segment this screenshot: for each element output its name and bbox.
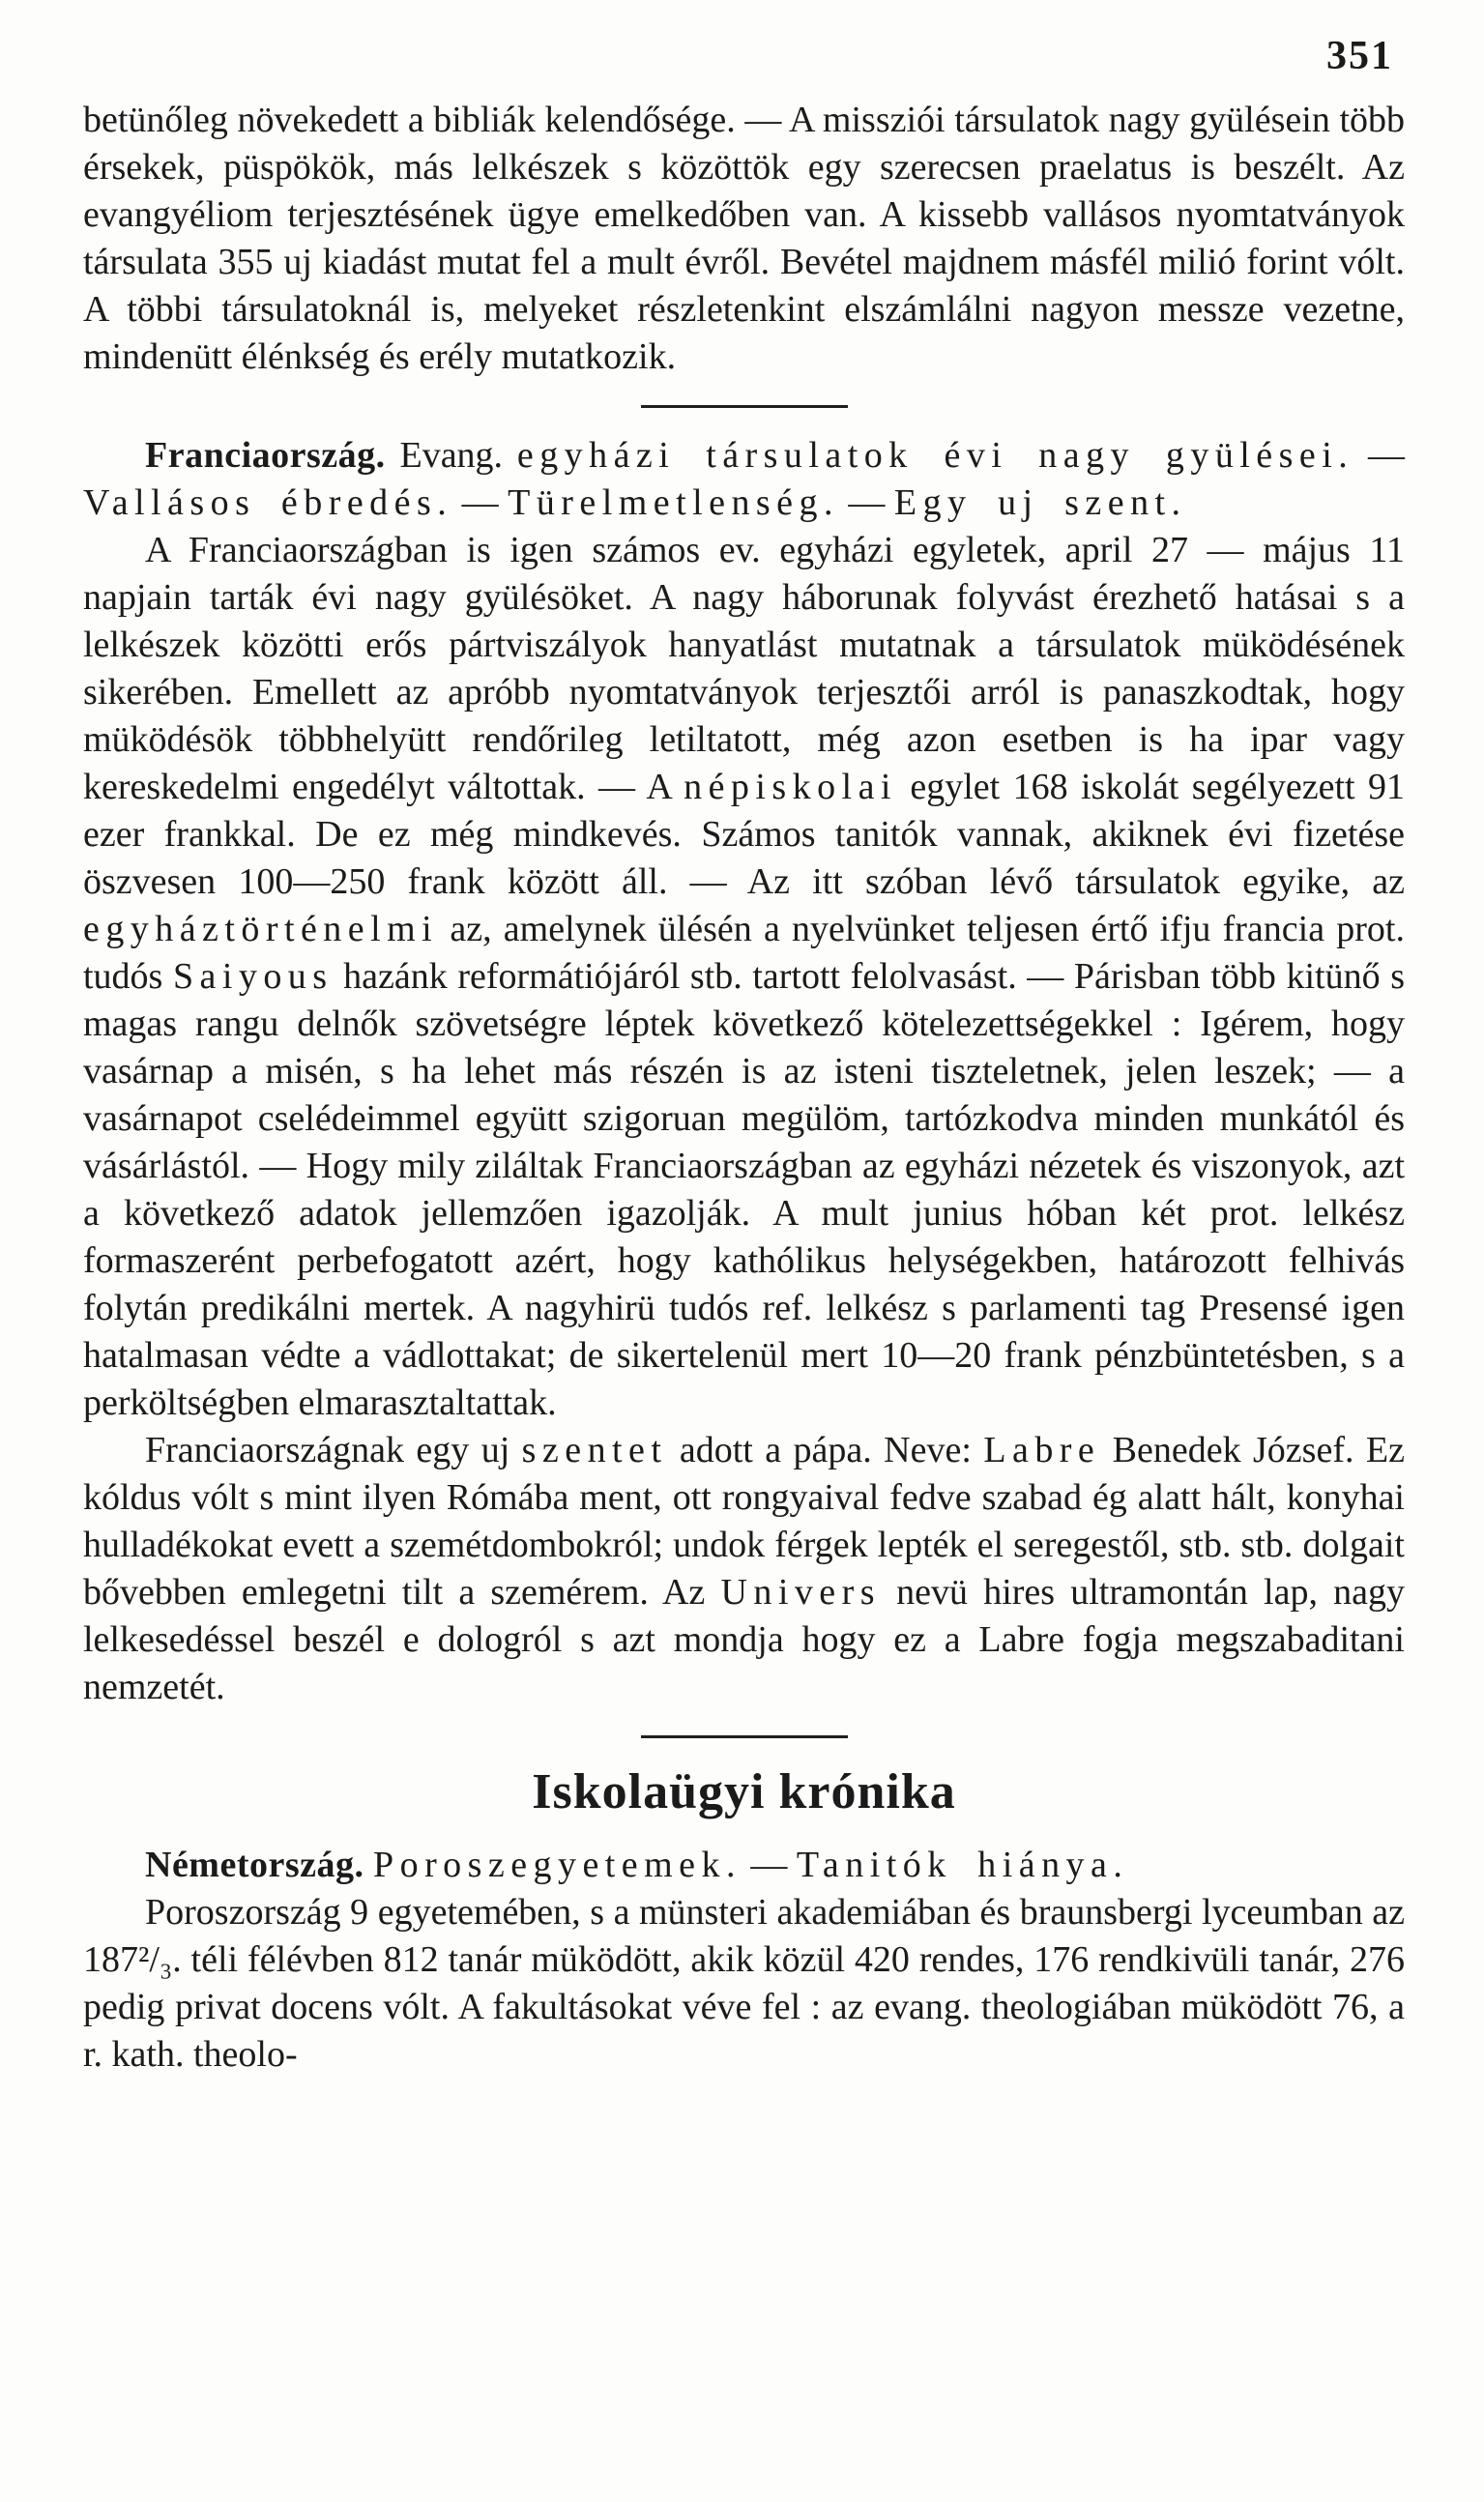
france-body-paragraph (83, 527, 1405, 1427)
text-segment: Evang. (385, 435, 517, 476)
text-segment: Vallásos ébredés. (83, 482, 453, 523)
text-segment: hazánk reformátiójáról stb. tartott felolvasást. — Párisban több kitünő s magas rangu delnők szövetségre léptek következő kötelezettségekkel : Igérem, hogy vasárnap a misén, s ha lehet más részén is az isteni tiszteletnek, jelen leszek; — a vasárnapot cselédeimmel együtt szigoruan megülöm, tartózkodva minden munkától és vásárlástól. — Hogy mily ziláltak Franciaországban az egyházi nézetek és viszonyok, azt a következő adatok jellemzően igazolják. A mult junius hóban két prot. lelkész formaszerént perbefogatott azért, hogy kathólikus helységekben, határozott felhivás folytán predikálni mertek. A nagyhirü tudós ref. lelkész s parlamenti tag Presensé igen hatalmasan védte a vádlottakat; de sikertelenül mert 10—20 frank pénzbüntetésben, s a perköltségben elmarasztaltattak. (83, 956, 1405, 1423)
text-segment: egyháztörténelmi (83, 909, 439, 949)
text-segment: népiskolai (684, 767, 897, 807)
text-segment: Benedek József. Ez kóldus vólt s mint ilyen Rómába ment, ott rongyaival fedve szabad ég alatt hált, konyhai hulladékokat evett a szemétdombokról; undok férgek lepték el seregestől, stb. stb. dolgait bővebben emlegetni tilt a szemérem. Az (83, 1430, 1405, 1613)
text-segment (364, 1845, 374, 1885)
text-segment: A Franciaországban is igen számos ev. egyházi egyletek, april 27 — május 11 napjain tarták évi nagy gyülésöket. A nagy háborunak folyvást érezhető hatásai s a lelkészek közötti erős pártviszályok hanyatlást mutatnak a társulatok müködésének sikerében. Emellett az apróbb nyomtatványok terjesztői arról is panaszkodtak, hogy müködésök többhelyütt rendőrileg letiltatott, még azon esetben is ha ipar vagy kereskedelmi engedélyt váltottak. — A (83, 530, 1405, 807)
text-segment: Poroszország 9 egyetemében, s a münsteri akademiában és braunsbergi lyceumban az 187²/₃. téli félévben 812 tanár müködött, akik közül 420 rendes, 176 rendkivüli tanár, 276 pedig privat docens vólt. A fakultásokat véve fel : az evang. theologiában müködött 76, a r. kath. theolo- (83, 1892, 1405, 2075)
text-segment: Tanitók hiánya. (796, 1845, 1129, 1885)
page-number: 351 (1326, 34, 1393, 78)
mission-report-paragraph (83, 97, 1405, 381)
text-segment: egyházi társulatok évi nagy gyülései. (516, 435, 1354, 476)
text-segment: — (838, 482, 894, 523)
text-segment: betünőleg növekedett a bibliák kelendősége. — A missziói társulatok nagy gyülésein több érsekek, püspökök, más lelkészek s közöttök egy szerecsen praelatus is beszélt. Az evangyéliom terjesztésének ügye emelkedőben van. A kissebb vallásos nyomtatványok társulata 355 uj kiadást mutat fel a mult évről. Bevétel majdnem másfél milió forint vólt. A többi társulatoknál is, melyeket részletenkint elszámlálni nagyon messze vezetne, mindenütt élénkség és erély mutatkozik. (83, 100, 1405, 377)
text-segment: Franciaországnak egy uj (145, 1430, 522, 1470)
text-segment: — (452, 482, 509, 523)
text-segment: egylet 168 iskolát segélyezett 91 ezer frankkal. De ez még mindkevés. Számos tanitók vannak, akiknek évi fizetése öszvesen 100—250 frank között áll. — Az itt szóban lévő társulatok egyike, az (83, 767, 1405, 902)
text-segment: Univers (720, 1572, 881, 1613)
france-saint-paragraph (83, 1427, 1405, 1711)
chronicle-title: Iskolaügyi krónika (532, 1764, 956, 1819)
text-segment: szentet (521, 1430, 668, 1470)
text-segment: Németország. (145, 1845, 364, 1885)
section-divider (641, 405, 848, 408)
text-segment: nevü hires ultramontán lap, nagy lelkesedéssel beszél e dologról s azt mondja hogy ez a Labre fogja megszabaditani nemzetét. (83, 1572, 1405, 1707)
text-segment: — (741, 1845, 797, 1885)
text-segment: Franciaország. (145, 435, 386, 476)
text-segment: az, amelynek ülésén a nyelvünket teljesen értő ifju francia prot. tudós (83, 909, 1405, 997)
text-segment: Egy uj szent. (893, 482, 1187, 523)
germany-lead-paragraph (83, 1842, 1405, 1889)
text-segment: Türelmetlenség. (508, 482, 839, 523)
text-segment: adott a pápa. Neve: (667, 1430, 984, 1470)
france-lead-paragraph (83, 432, 1405, 527)
text-segment: — (1353, 435, 1406, 476)
text-segment: Labre (983, 1430, 1101, 1470)
germany-body-paragraph (83, 1889, 1405, 2079)
text-segment: Poroszegyetemek. (373, 1845, 742, 1885)
text-segment: Saiyous (172, 956, 334, 997)
section-divider (641, 1735, 848, 1738)
